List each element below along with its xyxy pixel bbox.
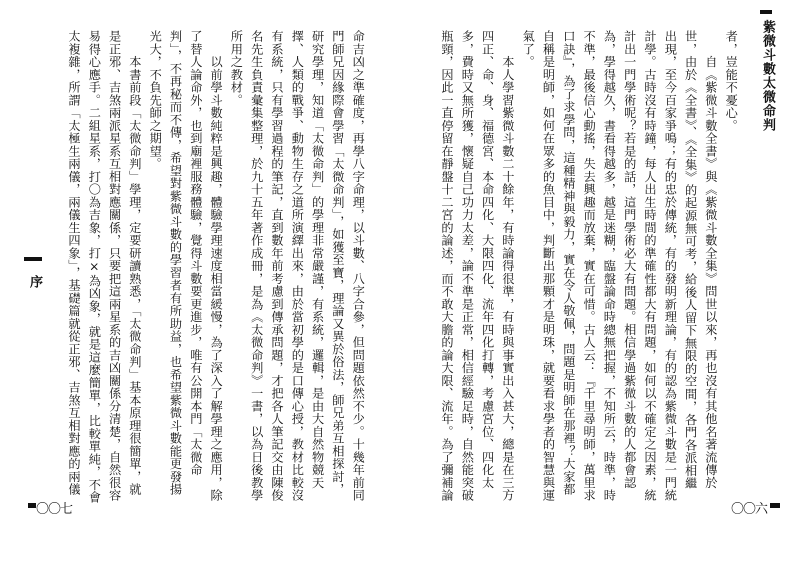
folio-number: 〇〇六 [731, 502, 768, 517]
text-column: 是正邪、吉煞兩派星系互相對應關係，只要把這兩星系的吉凶關係分清楚，自然很容 [107, 30, 122, 502]
text-column: 世，由於《全書》、《全集》的起源無可考，給後人留下無限的空間，各門各派相繼 [683, 30, 698, 490]
running-title: 紫微斗數太微命判 [760, 20, 775, 132]
running-title: 序 [27, 275, 42, 289]
text-column: 氣了。 [521, 30, 536, 69]
text-column: 太複雜，所謂「太極生兩儀，兩儀生四象」，基礎篇就從正邪、吉煞互相對應的兩儀 [67, 30, 81, 496]
text-column: 自《紫微斗數全書》與《紫微斗數全集》問世以來，再也沒有其他名著流傳於 [703, 30, 718, 489]
text-column: 四正、命、身、福德宮、本命四化、大限四化、流年四化打轉，考慮宮位、四化太 [480, 30, 495, 489]
text-column: 為，學得越久，書看得越多，越是迷糊，臨盤論命時總無把握，不知所云，時準，時 [602, 30, 617, 502]
text-column: 本人學習紫微斗數二十餘年，有時論得很準，有時與事實出入甚大，總是在三方 [500, 30, 515, 502]
text-column: 出現，至今百家爭鳴；有的忠於傳統，有的發明新理論，有的認為紫微斗數是一門統 [663, 30, 678, 502]
text-column: 所用之教材。 [229, 30, 244, 107]
text-column: 判」，不再秘而不傳，希望對紫微斗數的學習者有所助益，也希望紫微斗數能更發揚 [168, 30, 183, 496]
text-column: 有系統，只有學習過程的筆記，直到數年前考慮到傳承問題，才把各人筆記交由陳俊 [270, 30, 284, 502]
text-column: 計學。古時沒有時鐘，每人出生時間的準確性都大有問題，如何以不確定之因素，統 [643, 30, 657, 502]
text-column: 者，豈能不憂心。 [724, 30, 739, 132]
text-column: 了替人論命外，也到廟裡服務體驗，覺得斗數要更進步，唯有公開本門「太微命 [188, 30, 203, 477]
text-column: 計出一門學術呢？若是的話，這門學術必大有問題。相信學過紫微斗數的人都會認 [622, 30, 637, 489]
text-column: 研究學理，知道「太微命判」的學理非常嚴謹，有系統，邏輯，是由大自然物競天 [310, 30, 325, 489]
right-page [397, 0, 793, 561]
text-column: 命吉凶之準確度，再學八字命理，以斗數、八字合參，但問題依然不少。十幾年前同 [351, 30, 366, 502]
folio-number: 〇〇七 [36, 502, 73, 517]
running-title-bar-top [760, 10, 772, 14]
text-column: 門師兄因緣際會學習「太微命判」，如獲至寶，理論又異於俗法，師兄弟互相探討， [330, 30, 345, 496]
folio-bar [770, 503, 780, 508]
text-column: 本書前段「太微命判」學理，定要研讀熟悉，「太微命判」基本原理很簡單，就 [127, 30, 142, 496]
running-title-bar-top [24, 257, 42, 261]
text-column: 光大，不負先師之期望。 [148, 30, 163, 171]
folio-bar [28, 503, 36, 508]
text-column: 多，費時又無所獲，懷疑自己功力太差，論不準是正常，相信經驗足時，自然能突破 [460, 30, 475, 502]
text-column: 瓶頸，因此一直停留在靜盤十二宮的論述，而不敢大膽的論大限、流年。為了彌補論 [440, 30, 454, 502]
text-column: 名先生負責彙集整理，於九十五年著作成冊，是為《太微命判》一書，以為日後教學 [249, 30, 264, 502]
text-column: 自稱是明師，如何在眾多的魚目中，判斷出那顆才是明珠，就要看求學者的智慧與運 [541, 30, 556, 502]
text-column: 不準，最後信心動搖，失去興趣而放棄，實在可惜。古人云：『千里尋明師，萬里求 [582, 30, 597, 502]
text-column: 口訣』，為了求學問，這種精神與毅力，實在令人敬佩，問題是明師在那裡？大家都 [561, 30, 576, 496]
left-page [0, 0, 396, 561]
text-column: 以前學斗數純粹是興趣，體驗學理速度相當緩慢，為了深入了解學理之應用，除 [209, 30, 224, 502]
text-column: 易得心應手。二組星系，打〇為吉象，打×為凶象，就是這麼簡單，比較單純，不會 [87, 30, 102, 504]
text-column: 擇、人類的戰爭、動物生存之道所演繹出來，由於當初學的是口傳心授，教材比較沒 [290, 30, 305, 502]
